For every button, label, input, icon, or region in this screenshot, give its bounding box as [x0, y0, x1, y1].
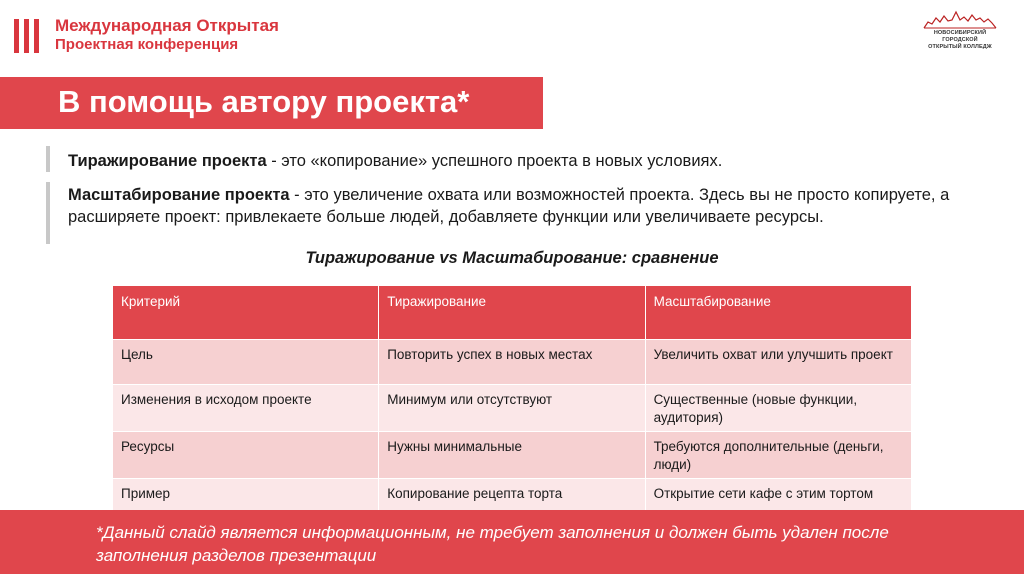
table-cell: Пример: [113, 479, 379, 524]
logo-line2: Проектная конференция: [55, 36, 239, 53]
page-title: В помощь автору проекта*: [58, 84, 470, 119]
partner-logo-line2: ОТКРЫТЫЙ КОЛЛЕДЖ: [928, 44, 992, 50]
partner-logo: [920, 8, 1000, 51]
definition-text: - это увеличение охвата или возможностей проекта. Здесь вы не просто копируете, а расширяете проект: привлекаете больше людей, добавляете функции или увеличиваете ресурсы.: [68, 186, 950, 226]
column-header: Тиражирование: [379, 286, 645, 340]
table-cell: Открытие сети кафе с этим тортом: [645, 479, 911, 524]
table-cell: Повторить успех в новых местах: [379, 340, 645, 385]
table-cell: Цель: [113, 340, 379, 385]
conference-logo: [14, 16, 279, 54]
title-banner: [0, 77, 543, 129]
table-caption: [0, 249, 1024, 268]
logo-line1: Международная Открытая: [55, 16, 279, 35]
table-cell: Минимум или отсутствуют: [379, 385, 645, 432]
table-cell: Изменения в исходом проекте: [113, 385, 379, 432]
column-header: Критерий: [113, 286, 379, 340]
definition-term: Масштабирование проекта: [68, 186, 290, 204]
column-header: Масштабирование: [645, 286, 911, 340]
comparison-table: [112, 285, 912, 524]
table-caption-text: Тиражирование vs Масштабирование: сравнение: [305, 249, 719, 267]
footer-note: *Данный слайд является информационным, не требует заполнения и должен быть удален после заполнения разделов презентации: [96, 523, 889, 565]
table-cell: Ресурсы: [113, 432, 379, 479]
table-row: [113, 385, 912, 432]
definition-marker: [46, 182, 50, 244]
definition-replication: [68, 150, 968, 172]
logo-text: [55, 16, 279, 54]
table-cell: Увеличить охват или улучшить проект: [645, 340, 911, 385]
logo-bars-icon: [14, 19, 39, 53]
partner-logo-line1: НОВОСИБИРСКИЙ ГОРОДСКОЙ: [933, 30, 987, 43]
table-cell: Существенные (новые функции, аудитория): [645, 385, 911, 432]
table-row: [113, 432, 912, 479]
footer-banner: [0, 510, 1024, 574]
skyline-icon: [922, 8, 998, 30]
definition-term: Тиражирование проекта: [68, 152, 267, 170]
definition-text: - это «копирование» успешного проекта в новых условиях.: [266, 152, 723, 170]
table-header-row: [113, 286, 912, 340]
table-cell: Требуются дополнительные (деньги, люди): [645, 432, 911, 479]
definition-scaling: [68, 184, 968, 228]
table-cell: Копирование рецепта торта: [379, 479, 645, 524]
definition-marker: [46, 146, 50, 172]
table-row: [113, 340, 912, 385]
table-cell: Нужны минимальные: [379, 432, 645, 479]
